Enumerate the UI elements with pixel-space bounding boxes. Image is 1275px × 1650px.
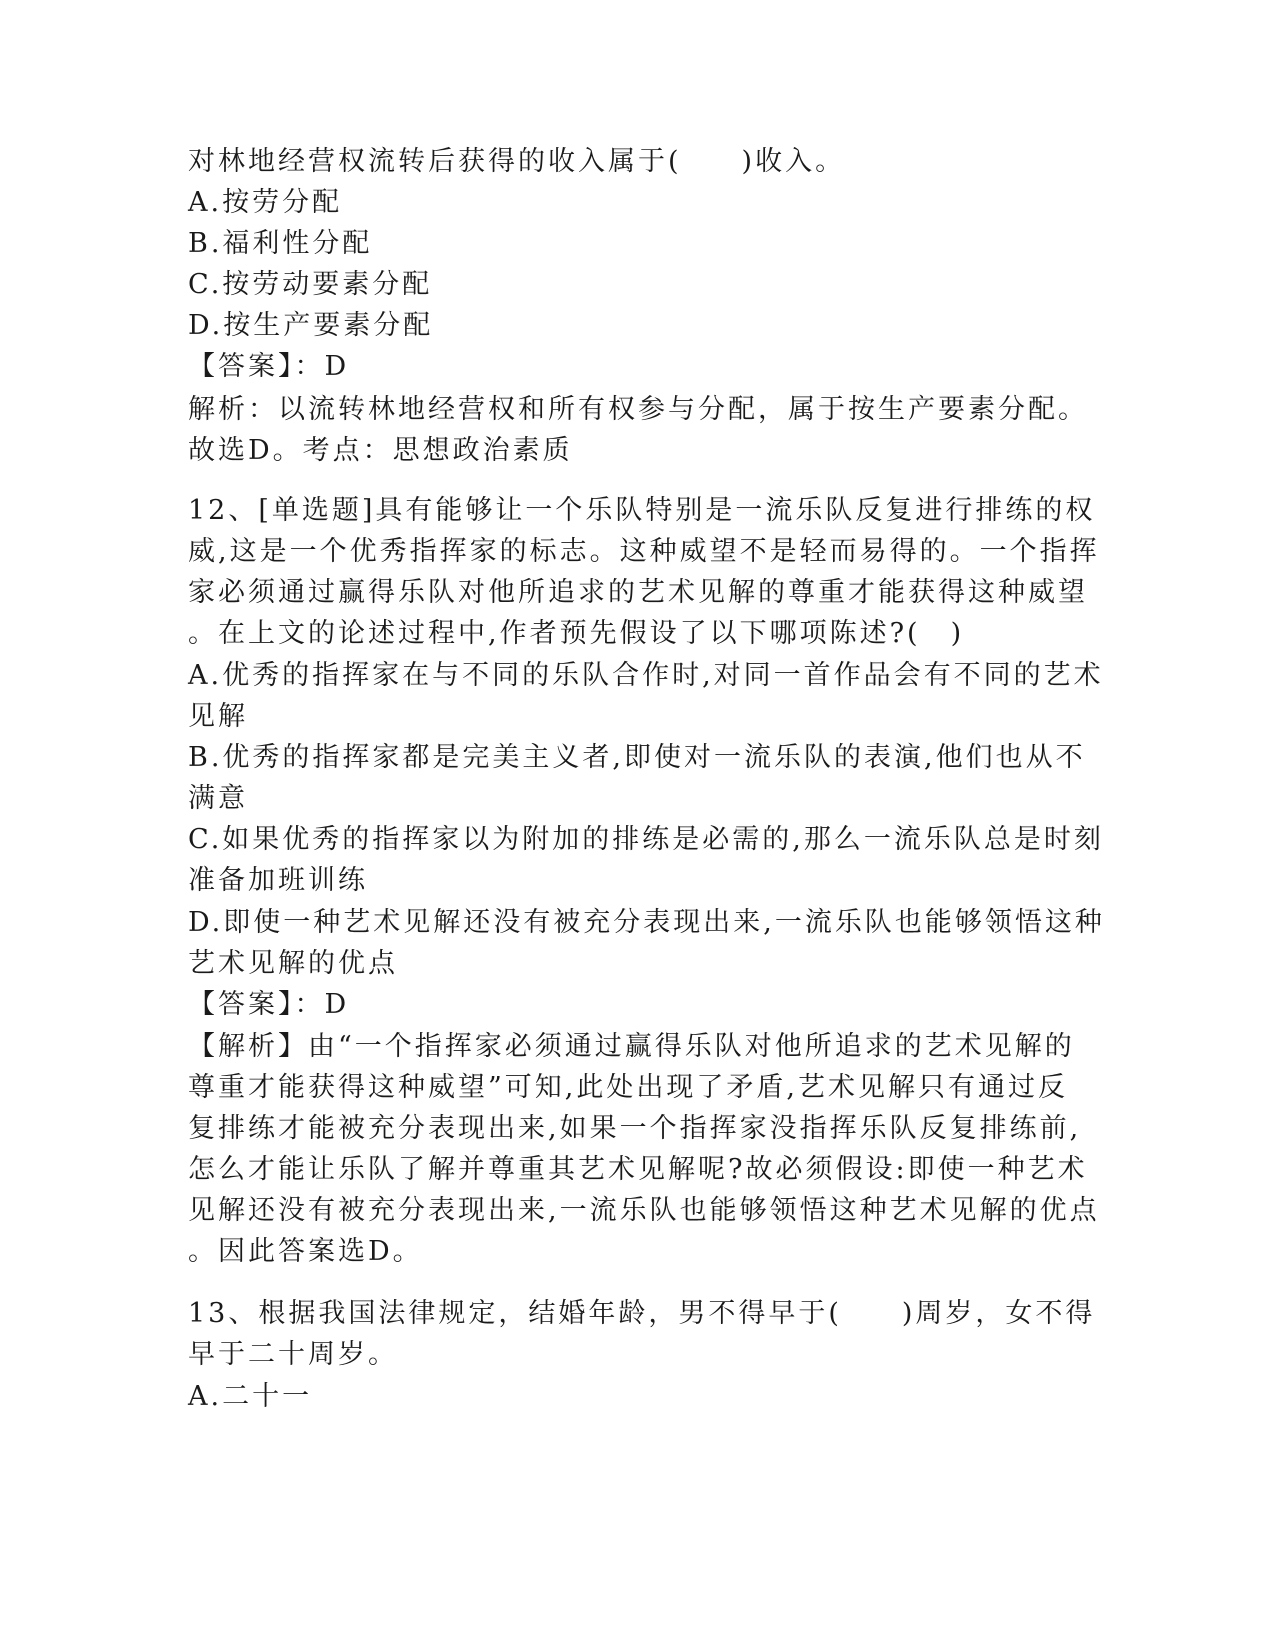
q13-stem-line: 早于二十周岁。 <box>188 1339 398 1370</box>
q12-analysis-line: 【解析】由“一个指挥家必须通过赢得乐队对他所追求的艺术见解的 <box>188 1031 1075 1062</box>
q12-option-c-line: 准备加班训练 <box>188 865 368 896</box>
q13-stem-line: 13、根据我国法律规定，结婚年龄，男不得早于( )周岁，女不得 <box>188 1298 1096 1329</box>
q12-analysis-line: 复排练才能被充分表现出来,如果一个指挥家没指挥乐队反复排练前, <box>188 1113 1082 1144</box>
q12-analysis-line: 。因此答案选D。 <box>188 1236 423 1267</box>
q12-stem-line: 12、[单选题]具有能够让一个乐队特别是一流乐队反复进行排练的权 <box>188 495 1096 526</box>
q12-analysis-line: 怎么才能让乐队了解并尊重其艺术见解呢?故必须假设:即使一种艺术 <box>188 1154 1088 1185</box>
q12-option-b-line: B.优秀的指挥家都是完美主义者,即使对一流乐队的表演,他们也从不 <box>188 742 1086 773</box>
q11-answer: 【答案】：D <box>188 351 350 382</box>
q11-option-c: C.按劳动要素分配 <box>188 269 433 300</box>
q11-option-a: A.按劳分配 <box>188 187 343 218</box>
q12-analysis-line: 尊重才能获得这种威望”可知,此处出现了矛盾,艺术见解只有通过反 <box>188 1072 1068 1103</box>
q12-stem-line: 家必须通过赢得乐队对他所追求的艺术见解的尊重才能获得这种威望 <box>188 577 1088 608</box>
q12-answer: 【答案】：D <box>188 989 350 1020</box>
q12-analysis-line: 见解还没有被充分表现出来,一流乐队也能够领悟这种艺术见解的优点 <box>188 1195 1100 1226</box>
q12-option-d-line: 艺术见解的优点 <box>188 948 398 979</box>
q11-stem-line: 对林地经营权流转后获得的收入属于( )收入。 <box>188 146 846 177</box>
q11-analysis-line: 故选D。考点：思想政治素质 <box>188 435 573 466</box>
q11-option-b: B.福利性分配 <box>188 228 373 259</box>
q12-option-c-line: C.如果优秀的指挥家以为附加的排练是必需的,那么一流乐队总是时刻 <box>188 824 1104 855</box>
q12-stem-line: 威,这是一个优秀指挥家的标志。这种威望不是轻而易得的。一个指挥 <box>188 536 1100 567</box>
q11-option-d: D.按生产要素分配 <box>188 310 434 341</box>
q12-option-a-line: 见解 <box>188 701 248 732</box>
q13-option-a: A.二十一 <box>188 1381 313 1412</box>
q11-analysis-line: 解析：以流转林地经营权和所有权参与分配，属于按生产要素分配。 <box>188 394 1088 425</box>
q12-option-d-line: D.即使一种艺术见解还没有被充分表现出来,一流乐队也能够领悟这种 <box>188 907 1105 938</box>
q12-stem-line: 。在上文的论述过程中,作者预先假设了以下哪项陈述?( ) <box>188 618 965 649</box>
q12-option-a-line: A.优秀的指挥家在与不同的乐队合作时,对同一首作品会有不同的艺术 <box>188 660 1104 691</box>
q12-option-b-line: 满意 <box>188 783 248 814</box>
